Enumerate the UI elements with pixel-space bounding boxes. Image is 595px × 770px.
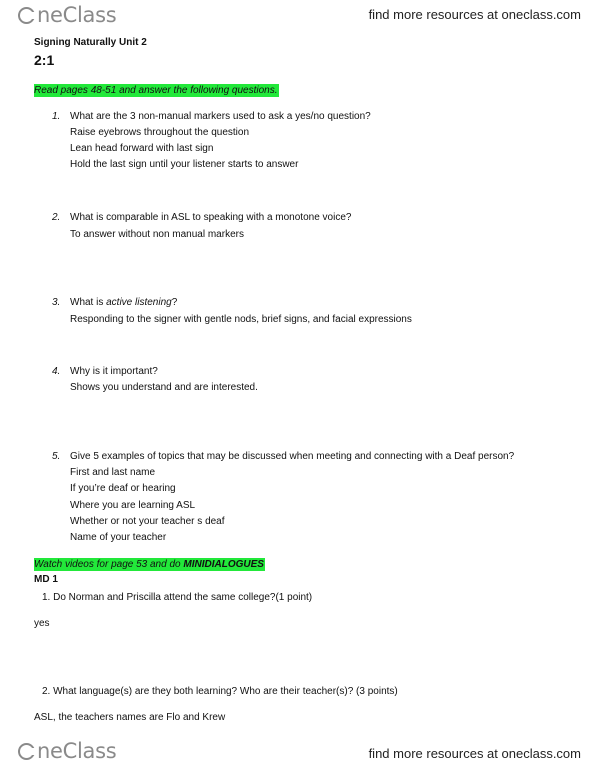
md-label: MD 1 (34, 574, 58, 585)
question-number: 1. (52, 111, 61, 122)
question-prefix: What is (70, 297, 107, 308)
md-question: 1. Do Norman and Priscilla attend the same college?(1 point) (42, 592, 313, 603)
answer-line: Shows you understand and are interested. (70, 382, 258, 393)
document-title: Signing Naturally Unit 2 (34, 37, 147, 48)
oneclass-o-icon (18, 743, 35, 760)
resources-link[interactable]: find more resources at oneclass.com (368, 7, 581, 22)
answer-line: Where you are learning ASL (70, 500, 196, 511)
md-question: 2. What language(s) are they both learning? Who are their teacher(s)? (3 points) (42, 686, 398, 697)
reading-instruction: Read pages 48-51 and answer the following questions. (34, 85, 278, 96)
question-number: 4. (52, 366, 61, 377)
unit-heading: 2:1 (34, 52, 55, 68)
video-instruction (34, 558, 265, 571)
answer-line: Hold the last sign until your listener starts to answer (70, 159, 299, 170)
answer-line: Whether or not your teacher s deaf (70, 516, 225, 527)
question-term: active listening (106, 297, 172, 308)
oneclass-logo[interactable] (18, 3, 116, 27)
question-text: Why is it important? (70, 366, 158, 377)
answer-line: Raise eyebrows throughout the question (70, 127, 250, 138)
question-number: 3. (52, 297, 61, 308)
video-instruction-text: Watch videos for page 53 and do (34, 559, 184, 570)
resources-link-footer[interactable]: find more resources at oneclass.com (368, 746, 581, 761)
answer-line: Name of your teacher (70, 532, 167, 543)
logo-text: neClass (37, 3, 117, 27)
question-text: Give 5 examples of topics that may be discussed when meeting and connecting with a Deaf person? (70, 451, 515, 462)
question-text: What is comparable in ASL to speaking with a monotone voice? (70, 212, 352, 223)
question-text: What are the 3 non-manual markers used to ask a yes/no question? (70, 111, 371, 122)
answer-line: To answer without non manual markers (70, 229, 244, 240)
question-suffix: ? (171, 297, 178, 308)
question-number: 2. (52, 212, 61, 223)
answer-line: If you’re deaf or hearing (70, 483, 176, 494)
oneclass-o-icon (18, 7, 35, 24)
md-answer: yes (34, 618, 50, 629)
logo-text: neClass (37, 739, 117, 763)
minidialogues-label: MINIDIALOGUES (183, 559, 264, 570)
answer-line: Responding to the signer with gentle nods, brief signs, and facial expressions (70, 314, 412, 325)
question-text (70, 297, 177, 308)
answer-line: First and last name (70, 467, 156, 478)
md-answer: ASL, the teachers names are Flo and Krew (34, 712, 226, 723)
question-number: 5. (52, 451, 61, 462)
oneclass-logo-footer[interactable] (18, 739, 116, 763)
answer-line: Lean head forward with last sign (70, 143, 214, 154)
